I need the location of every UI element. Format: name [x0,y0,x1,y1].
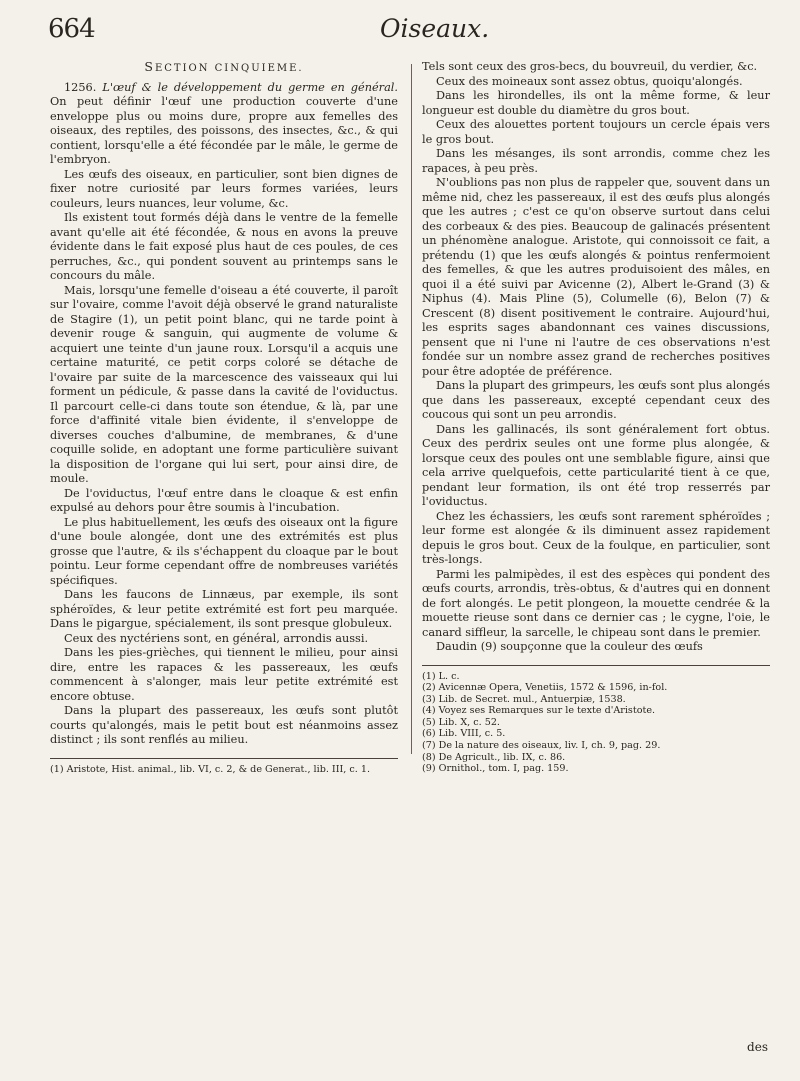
running-head: Oiseaux. [380,14,490,43]
paragraph: Ils existent tout formés déjà dans le ventre de la femelle avant qu'elle ait été fécondée, & nous en avons la preuve évidente dans le fait exposé plus haut de ces poules, de ces perruches, &c., qui pondent souvent au printemps sans le concours du mâle. [50,211,398,282]
paragraph: Ceux des nyctériens sont, en général, arrondis aussi. [64,631,369,645]
footnote: (2) Avicennæ Opera, Venetiis, 1572 & 1596, in-fol. [422,682,668,694]
paragraph: Dans les hirondelles, ils ont la même forme, & leur longueur est double du diamètre du gros bout. [422,89,770,117]
footnote: (1) L. c. [422,670,460,682]
paragraph: Ceux des moineaux sont assez obtus, quoiqu'alongés. [436,74,743,88]
section-title-rest: ECTION CINQUIEME. [154,63,304,74]
footnote: (8) De Agricult., lib. IX, c. 86. [422,751,566,763]
column-divider [411,64,412,754]
paragraph: Le plus habituellement, les œufs des oiseaux ont la figure d'une boule alongée, dont une des extrémités est plus grosse que l'autre, & ils s'échappent du cloaque par le bout pointu. Leur forme cependant offre de nombreuses variétés spécifiques. [50,515,398,587]
footnote: (9) Ornithol., tom. I, pag. 159. [422,763,569,775]
paragraph: Chez les échassiers, les œufs sont rarement sphéroïdes ; leur forme est alongée & ils diminuent assez rapidement depuis le gros bout. Ceux de la foulque, en particulier, sont très-longs. [422,509,770,566]
catchword: des [747,1040,768,1054]
paragraph: Mais, lorsqu'une femelle d'oiseau a été couverte, il paroît sur l'ovaire, comme l'avoit déjà observé le grand naturaliste de Stagire (1), un petit point blanc, qui ne tarde point à devenir rouge & sanguin, qui augmente de volume & acquiert une teinte d'un jaune roux. Lorsqu'il a acquis une certaine maturité, ce petit corps coloré se détache de l'ovaire par suite de la marcescence des vaisseaux qui lui forment un pédicule, & passe dans la cavité de l'oviductus. Il parcourt celle-ci dans toute son étendue, & là, par une force d'affinité vitale bien évidente, il s'enveloppe de diverses couches d'albumine, de membranes, & d'une coquille solide, en adoptant une forme particulière suivant la disposition de l'organe qui lui sert, pour ainsi dire, de moule. [50,283,398,485]
footnote-rule [50,758,398,759]
footnotes [50,764,398,776]
paragraph: Dans la plupart des passereaux, les œufs sont plutôt courts qu'alongés, mais le petit bout est néanmoins assez distinct ; ils sont renflés au milieu. [50,704,398,746]
paragraph [50,81,398,168]
section-title-initial: S [144,59,155,74]
paragraph: Dans les pies-grièches, qui tiennent le milieu, pour ainsi dire, entre les rapaces & les passereaux, les œufs commencent à s'alonger, mais leur petite extrémité est encore obtuse. [50,646,398,703]
paragraph: Ceux des alouettes portent toujours un cercle épais vers le gros bout. [422,118,770,146]
footnote: (7) De la nature des oiseaux, liv. I, ch. 9, pag. 29. [422,740,661,752]
footnote: (1) Aristote, Hist. animal., lib. VI, c. 2, & de Generat., lib. III, c. 1. [50,763,371,775]
paragraph: Dans les faucons de Linnæus, par exemple, ils sont sphéroïdes, & leur petite extrémité est fort peu marquée. Dans le pigargue, spécialement, ils sont presque globuleux. [50,588,398,630]
paragraph: Dans les gallinacés, ils sont généralement fort obtus. Ceux des perdrix seules ont une forme plus alongée, & lorsque ceux des poules ont une semblable figure, ainsi que cela arrive quelquefois, cette particularité tient à ce que, pendant leur formation, ils ont été trop resserrés par l'oviductus. [422,422,770,508]
footnote: (5) Lib. X, c. 52. [422,716,500,728]
right-column [422,60,770,775]
footnote: (3) Lib. de Secret. mul., Antuerpiæ, 1538. [422,693,626,705]
footnote: (4) Voyez ses Remarques sur le texte d'Aristote. [422,705,656,717]
paragraph: Les œufs des oiseaux, en particulier, sont bien dignes de fixer notre curiosité par leurs formes variées, leurs couleurs, leurs nuances, leur volume, &c. [50,167,398,210]
left-column [50,60,398,775]
section-title [50,60,398,77]
paragraph-heading: L'œuf & le développement du germe en général. [102,80,399,94]
paragraph: Dans les mésanges, ils sont arrondis, comme chez les rapaces, à peu près. [422,147,770,175]
page-number: 664 [48,14,95,44]
paragraph: Tels sont ceux des gros-becs, du bouvreuil, du verdier, &c. [422,60,758,73]
paragraph: De l'oviductus, l'œuf entre dans le cloaque & est enfin expulsé au dehors pour être soumis à l'incubation. [50,486,398,514]
paragraph-number: 1256. [64,80,97,94]
paragraph: Dans la plupart des grimpeurs, les œufs sont plus alongés que dans les passereaux, excepté cependant ceux des coucous qui sont un peu arrondis. [422,379,770,421]
footnote-rule [422,665,770,666]
footnote: (6) Lib. VIII, c. 5. [422,728,506,740]
paragraph-text: On peut définir l'œuf une production couverte d'une enveloppe plus ou moins dure, propre aux femelles des oiseaux, des reptiles, des poissons, des insectes, &c., & qui contient, lorsqu'elle a été fécondée par le mâle, le germe de l'embryon. [50,95,398,166]
paragraph: Daudin (9) soupçonne que la couleur des œufs [436,640,703,653]
paragraph: Parmi les palmipèdes, il est des espèces qui pondent des œufs courts, arrondis, très-obtus, & d'autres qui en donnent de fort alongés. Le petit plongeon, la mouette cendrée & la mouette rieuse sont dans ce dernier cas ; le cygne, l'oie, le canard siffleur, la sarcelle, le chipeau sont dans le premier. [422,567,770,639]
footnotes [422,671,770,775]
paragraph: N'oublions pas non plus de rappeler que, souvent dans un même nid, chez les passereaux, il est des œufs plus alongés que les autres ; c'est ce qu'on observe surtout dans celui des corbeaux & des pies. Beaucoup de galinacés présentent un phénomène analogue. Aristote, qui connoissoit ce fait, a prétendu (1) que les œufs alongés & pointus renfermoient des femelles, & que les autres produisoient des mâles, en quoi il a été suivi par Avicenne (2), Albert le-Grand (3) & Niphus (4). Mais Pline (5), Columelle (6), Belon (7) & Crescent (8) disent positivement le contraire. Aujourd'hui, les esprits sages abandonnant ces vaines discussions, pensent que ni l'une ni l'autre de ces observations n'est fondée sur un nombre assez grand de recherches positives pour être adoptée de préférence. [422,176,770,378]
